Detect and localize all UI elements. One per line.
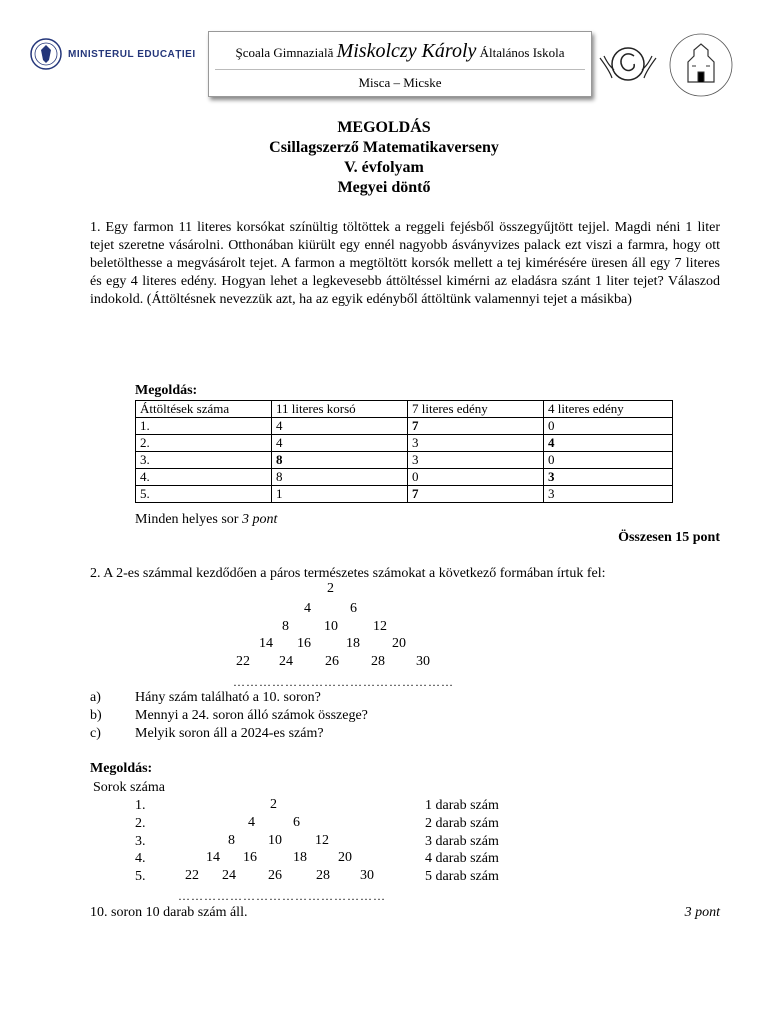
table-header: 11 literes korsó bbox=[272, 401, 408, 418]
triangle-continuation: …………………………………………… bbox=[233, 675, 454, 689]
table-row bbox=[136, 452, 673, 469]
table-cell: 1. bbox=[136, 418, 272, 435]
solution-number: 20 bbox=[338, 850, 352, 865]
ministry-name: MINISTERUL EDUCAȚIEI bbox=[68, 48, 196, 60]
solution-number: 22 bbox=[185, 868, 199, 883]
solution-number: 14 bbox=[206, 850, 220, 865]
table-cell: 0 bbox=[408, 469, 544, 486]
problem-1-text: 1. Egy farmon 11 literes korsókat színültig töltöttek a reggeli fejésből összegyűjtött tejjel. Magdi néni 1 liter tejet szeretne vásárolni. Otthonában kiürült egy ennél nagyobb ásványvizes palack ezt viszi a farmra, hogy ott beletölthesse a megvásárolt tejet. A farmon a megtöltött korsók mellett a tej kimérésére üresen áll egy 7 literes és egy 4 literes edény. Hogyan lehet a legkevesebb áttöltéssel kimérni az eladásra szánt 1 liter tejet? Válaszod indokold. (Áttöltésnek nevezzük azt, ha az egyik edényből áttöltünk valamennyi tejet a másikba) bbox=[90, 220, 720, 307]
row-number: 4. bbox=[135, 851, 146, 866]
table-cell: 4 bbox=[544, 435, 673, 452]
triangle-number: 14 bbox=[259, 636, 273, 651]
row-count: 5 darab szám bbox=[425, 869, 499, 884]
question-text: Hány szám található a 10. soron? bbox=[135, 690, 321, 705]
school-seal-icon bbox=[664, 32, 738, 98]
row-number: 5. bbox=[135, 869, 146, 884]
conclusion-text: 10. soron 10 darab szám áll. bbox=[90, 905, 248, 920]
triangle-number: 16 bbox=[297, 636, 311, 651]
triangle-number: 2 bbox=[327, 581, 334, 596]
table-header-row bbox=[136, 401, 673, 418]
scoring-note-text: Minden helyes sor bbox=[135, 512, 239, 527]
rows-label: Sorok száma bbox=[93, 780, 165, 795]
triangle-number: 26 bbox=[325, 654, 339, 669]
row-count: 4 darab szám bbox=[425, 851, 499, 866]
school-prefix: Şcoala Gimnazială bbox=[235, 45, 334, 60]
solution-number: 10 bbox=[268, 833, 282, 848]
table-cell: 3. bbox=[136, 452, 272, 469]
divider bbox=[215, 69, 585, 70]
table-cell: 2. bbox=[136, 435, 272, 452]
row-count: 3 darab szám bbox=[425, 834, 499, 849]
solution-number: 8 bbox=[228, 833, 235, 848]
triangle-number: 6 bbox=[350, 601, 357, 616]
problem-1-solution-label: Megoldás: bbox=[135, 383, 198, 398]
school-header-box bbox=[208, 31, 592, 97]
table-cell: 7 bbox=[408, 418, 544, 435]
row-count: 2 darab szám bbox=[425, 816, 499, 831]
scoring-note-points: 3 pont bbox=[241, 512, 278, 527]
table-row bbox=[136, 469, 673, 486]
table-row bbox=[136, 418, 673, 435]
table-cell: 8 bbox=[272, 452, 408, 469]
table-cell: 4 bbox=[272, 435, 408, 452]
table-cell: 0 bbox=[544, 452, 673, 469]
row-number: 2. bbox=[135, 816, 146, 831]
solution-number: 28 bbox=[316, 868, 330, 883]
page-title bbox=[0, 118, 768, 198]
ministry-crest-icon bbox=[30, 38, 62, 70]
table-cell: 3 bbox=[544, 486, 673, 503]
table-cell: 7 bbox=[408, 486, 544, 503]
solution-number: 24 bbox=[222, 868, 236, 883]
triangle-number: 20 bbox=[392, 636, 406, 651]
table-cell: 0 bbox=[544, 418, 673, 435]
table-header: Áttöltések száma bbox=[136, 401, 272, 418]
table-cell: 1 bbox=[272, 486, 408, 503]
table-cell: 3 bbox=[408, 435, 544, 452]
solution-number: 12 bbox=[315, 833, 329, 848]
title-line-4: Megyei döntő bbox=[337, 179, 431, 196]
triangle-number: 24 bbox=[279, 654, 293, 669]
table-cell: 3 bbox=[408, 452, 544, 469]
title-line-3: V. évfolyam bbox=[344, 159, 424, 176]
question-text: Mennyi a 24. soron álló számok összege? bbox=[135, 708, 368, 723]
table-header: 7 literes edény bbox=[408, 401, 544, 418]
triangle-number: 4 bbox=[304, 601, 311, 616]
table-cell: 4. bbox=[136, 469, 272, 486]
school-name: Miskolczy Károly bbox=[336, 40, 477, 62]
school-name-line bbox=[209, 40, 591, 63]
triangle-number: 18 bbox=[346, 636, 360, 651]
problem-2-solution-label: Megoldás: bbox=[90, 761, 153, 776]
question-label: b) bbox=[90, 708, 102, 723]
scoring-note bbox=[135, 511, 277, 529]
solution-number: 30 bbox=[360, 868, 374, 883]
question-label: c) bbox=[90, 726, 101, 741]
title-line-1: MEGOLDÁS bbox=[337, 119, 431, 136]
solution-number: 6 bbox=[293, 815, 300, 830]
triangle-number: 8 bbox=[282, 619, 289, 634]
triangle-number: 28 bbox=[371, 654, 385, 669]
triangle-number: 30 bbox=[416, 654, 430, 669]
triangle-number: 12 bbox=[373, 619, 387, 634]
school-location: Misca – Micske bbox=[358, 75, 442, 90]
table-cell: 5. bbox=[136, 486, 272, 503]
question-text: Melyik soron áll a 2024-es szám? bbox=[135, 726, 324, 741]
ministry-logo bbox=[30, 38, 196, 70]
competition-logo-icon bbox=[598, 36, 658, 92]
table-header: 4 literes edény bbox=[544, 401, 673, 418]
table-row bbox=[136, 435, 673, 452]
solution-continuation: ………………………………………… bbox=[178, 889, 386, 903]
row-number: 3. bbox=[135, 834, 146, 849]
triangle-number: 22 bbox=[236, 654, 250, 669]
row-number: 1. bbox=[135, 798, 146, 813]
conclusion-points: 3 pont bbox=[684, 905, 720, 920]
school-suffix: Általános Iskola bbox=[479, 45, 565, 60]
problem-2-text: 2. A 2-es számmal kezdődően a páros természetes számokat a következő formában írtuk fel: bbox=[90, 566, 606, 581]
solution-number: 18 bbox=[293, 850, 307, 865]
pouring-table bbox=[135, 400, 673, 503]
triangle-number: 10 bbox=[324, 619, 338, 634]
table-cell: 4 bbox=[272, 418, 408, 435]
table-cell: 3 bbox=[544, 469, 673, 486]
table-cell: 8 bbox=[272, 469, 408, 486]
question-label: a) bbox=[90, 690, 101, 705]
title-line-2: Csillagszerző Matematikaverseny bbox=[269, 139, 499, 156]
table-row bbox=[136, 486, 673, 503]
solution-number: 4 bbox=[248, 815, 255, 830]
solution-number: 26 bbox=[268, 868, 282, 883]
total-points: Összesen 15 pont bbox=[618, 530, 720, 545]
solution-number: 16 bbox=[243, 850, 257, 865]
solution-number: 2 bbox=[270, 797, 277, 812]
row-count: 1 darab szám bbox=[425, 798, 499, 813]
